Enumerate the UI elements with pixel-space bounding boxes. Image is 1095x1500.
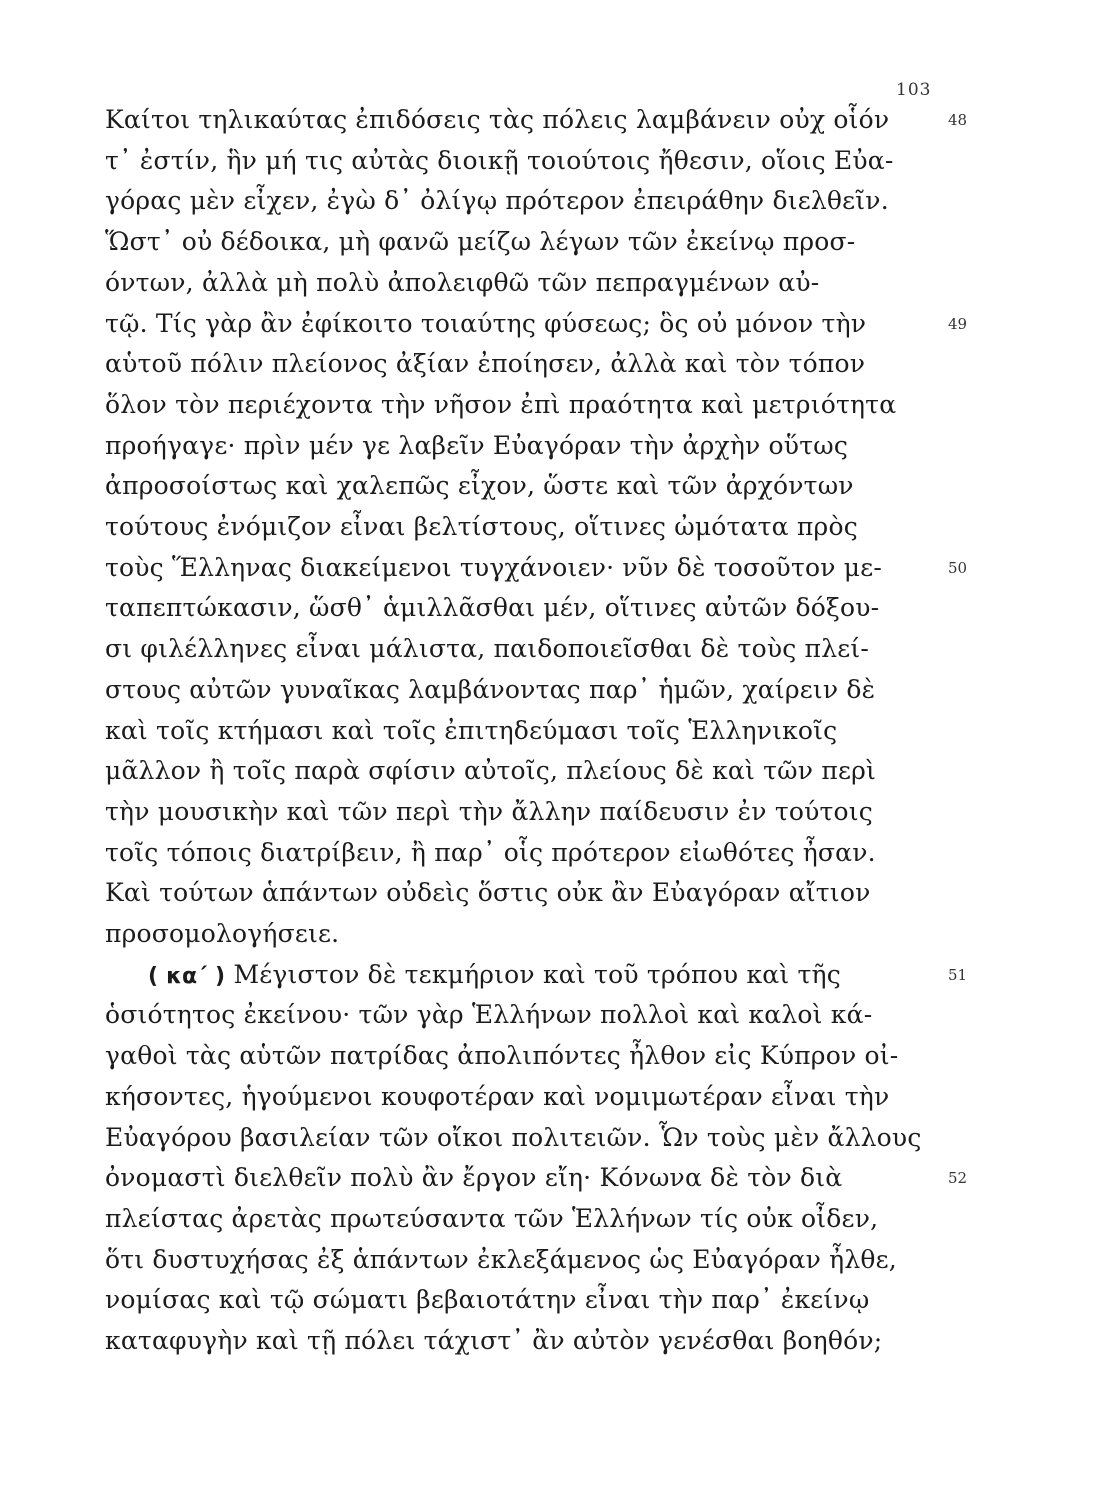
line-text: γαθοὶ τὰς αὑτῶν πατρίδας ἀπολιπόντες ἦλθον εἰς Κύπρον οἰ-: [105, 1041, 899, 1071]
text-line: [105, 873, 945, 913]
text-line: [105, 751, 945, 791]
page-number: 103: [896, 80, 932, 100]
text-line: [105, 1199, 945, 1239]
line-text: καὶ τοῖς κτήμασι καὶ τοῖς ἐπιτηδεύμασι τοῖς Ἑλληνικοῖς: [105, 715, 838, 745]
line-text: ταπεπτώκασιν, ὥσθ᾽ ἁμιλλᾶσθαι μέν, οἵτινες αὐτῶν δόξου-: [105, 593, 880, 623]
line-text: νομίσας καὶ τῷ σώματι βεβαιοτάτην εἶναι τὴν παρ᾽ ἐκείνῳ: [105, 1285, 870, 1315]
line-text: στους αὐτῶν γυναῖκας λαμβάνοντας παρ᾽ ἡμῶν, χαίρειν δὲ: [105, 674, 876, 704]
line-text: τ᾽ ἐστίν, ἣν μή τις αὐτὰς διοικῇ τοιούτοις ἤθεσιν, οἵοις Εὐα-: [105, 145, 894, 175]
text-line: [105, 629, 945, 669]
line-text: προήγαγε· πρὶν μέν γε λαβεῖν Εὐαγόραν τὴν ἀρχὴν οὕτως: [105, 430, 849, 460]
section-marker: ( κα΄ ): [148, 963, 226, 989]
section-number: 51: [948, 965, 968, 984]
text-line: [105, 304, 945, 344]
text-line: [105, 995, 945, 1035]
line-text: ὁσιότητος ἐκείνου· τῶν γὰρ Ἑλλήνων πολλοὶ καὶ καλοὶ κά-: [105, 1000, 873, 1030]
line-text: ὅτι δυστυχήσας ἐξ ἁπάντων ἐκλεξάμενος ὡς Εὐαγόραν ἦλθε,: [105, 1244, 897, 1274]
text-line: [105, 914, 945, 954]
text-line: [105, 1280, 945, 1320]
line-text: Ὥστ᾽ οὐ δέδοικα, μὴ φανῶ μείζω λέγων τῶν ἐκείνῳ προσ-: [105, 227, 856, 257]
line-text: τῷ. Τίς γὰρ ἂν ἐφίκοιτο τοιαύτης φύσεως; ὃς οὐ μόνον τὴν: [105, 308, 867, 338]
text-line: [105, 466, 945, 506]
section-number: 52: [948, 1169, 968, 1188]
text-line: [148, 955, 988, 995]
text-line: [105, 507, 945, 547]
line-text: ἀπροσοίστως καὶ χαλεπῶς εἶχον, ὥστε καὶ τῶν ἀρχόντων: [105, 471, 854, 501]
line-text: όντων, ἀλλὰ μὴ πολὺ ἀπολειφθῶ τῶν πεπραγμένων αὐ-: [105, 267, 820, 297]
line-text: πλείστας ἀρετὰς πρωτεύσαντα τῶν Ἑλλήνων τίς οὐκ οἶδεν,: [105, 1203, 879, 1233]
line-text: ὅλον τὸν περιέχοντα τὴν νῆσον ἐπὶ πραότητα καὶ μετριότητα: [105, 389, 897, 419]
text-line: [105, 181, 945, 221]
line-text: καταφυγὴν καὶ τῇ πόλει τάχιστ᾽ ἂν αὐτὸν γενέσθαι βοηθόν;: [105, 1326, 883, 1355]
line-text: μᾶλλον ἢ τοῖς παρὰ σφίσιν αὐτοῖς, πλείους δὲ καὶ τῶν περὶ: [105, 756, 876, 786]
text-line: [105, 670, 945, 710]
line-text: γόρας μὲν εἶχεν, ἐγὼ δ᾽ ὀλίγῳ πρότερον ἐπειράθην διελθεῖν.: [105, 186, 889, 216]
text-line: [105, 263, 945, 303]
text-line: [105, 100, 945, 140]
text-line: [105, 344, 945, 384]
line-text: ὀνομαστὶ διελθεῖν πολὺ ἂν ἔργον εἴη· Κόνωνα δὲ τὸν διὰ: [105, 1163, 843, 1193]
line-text: Καὶ τούτων ἁπάντων οὐδεὶς ὅστις οὐκ ἂν Εὐαγόραν αἴτιον: [105, 878, 871, 908]
text-line: [105, 1077, 945, 1117]
section-number: 48: [948, 111, 968, 129]
text-line: [105, 222, 945, 262]
text-line: [105, 548, 945, 588]
text-line: [105, 588, 945, 628]
line-text: τὴν μουσικὴν καὶ τῶν περὶ τὴν ἄλλην παίδευσιν ἐν τούτοις: [105, 796, 874, 826]
section-number: 50: [948, 558, 968, 577]
text-line: [105, 385, 945, 425]
line-text: σι φιλέλληνες εἶναι μάλιστα, παιδοποιεῖσθαι δὲ τοὺς πλεί-: [105, 634, 870, 664]
text-line: [105, 1118, 945, 1158]
line-text: προσομολογήσειε.: [105, 919, 340, 948]
text-line: [105, 1036, 945, 1076]
text-line: [105, 792, 945, 832]
section-number: 49: [948, 314, 968, 333]
text-line: [105, 141, 945, 181]
line-text: τοὺς Ἕλληνας διακείμενοι τυγχάνοιεν· νῦν δὲ τοσοῦτον με-: [105, 552, 883, 582]
text-line: [105, 1240, 945, 1280]
line-text: τοῖς τόποις διατρίβειν, ἢ παρ᾽ οἷς πρότερον εἰωθότες ἦσαν.: [105, 837, 876, 867]
line-text: Μέγιστον δὲ τεκμήριον καὶ τοῦ τρόπου καὶ τῆς: [233, 959, 841, 989]
text-line: [105, 711, 945, 751]
text-line: [105, 426, 945, 466]
line-text: Καίτοι τηλικαύτας ἐπιδόσεις τὰς πόλεις λαμβάνειν οὐχ οἷόν: [105, 105, 890, 134]
text-line: [105, 1321, 945, 1361]
line-text: αὑτοῦ πόλιν πλείονος ἀξίαν ἐποίησεν, ἀλλὰ καὶ τὸν τόπον: [105, 349, 866, 379]
line-text: τούτους ἐνόμιζον εἶναι βελτίστους, οἵτινες ὠμότατα πρὸς: [105, 512, 858, 541]
text-line: [105, 1158, 945, 1198]
text-line: [105, 833, 945, 873]
line-text: Εὐαγόρου βασιλείαν τῶν οἴκοι πολιτειῶν. Ὧν τοὺς μὲν ἄλλους: [105, 1122, 922, 1152]
line-text: κήσοντες, ἡγούμενοι κουφοτέραν καὶ νομιμωτέραν εἶναι τὴν: [105, 1081, 890, 1111]
